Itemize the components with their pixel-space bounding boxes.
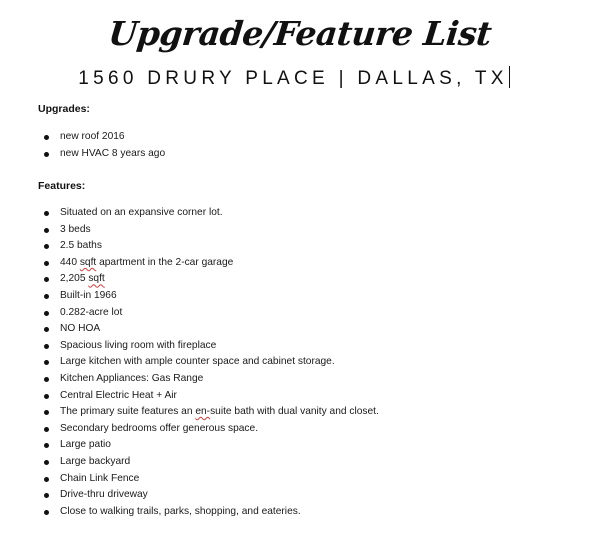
bullet-icon <box>44 410 49 415</box>
spellcheck-underline: en- <box>195 406 211 418</box>
bullet-icon <box>44 344 49 349</box>
list-item <box>0 354 379 371</box>
list-item <box>0 388 379 405</box>
list-item-text: Large patio <box>60 439 111 451</box>
list-item <box>0 222 379 239</box>
features-heading: Features: <box>38 180 86 192</box>
list-item-text: Spacious living room with fireplace <box>60 339 217 351</box>
list-item-text: Central Electric Heat + Air <box>60 389 177 401</box>
upgrades-list <box>0 129 165 162</box>
list-item <box>0 338 379 355</box>
bullet-icon <box>44 427 49 432</box>
bullet-icon <box>44 244 49 249</box>
list-item-text: 2,205 sqft <box>60 273 105 285</box>
list-item-text: 3 beds <box>60 223 91 235</box>
bullet-icon <box>44 261 49 266</box>
list-item-text: new roof 2016 <box>60 131 125 142</box>
list-item <box>0 321 379 338</box>
list-item <box>0 271 379 288</box>
list-item-text: Chain Link Fence <box>60 472 140 484</box>
bullet-icon <box>44 377 49 382</box>
list-item-text: Large backyard <box>60 455 131 467</box>
address-line[interactable] <box>0 66 588 90</box>
list-item-text: Kitchen Appliances: Gas Range <box>60 372 204 384</box>
spellcheck-underline: sqft <box>79 256 97 268</box>
bullet-icon <box>44 477 49 482</box>
list-item <box>0 421 379 438</box>
list-item <box>0 371 379 388</box>
list-item <box>0 504 379 521</box>
bullet-icon <box>44 152 49 157</box>
list-item-text: The primary suite features an en-suite bath with dual vanity and closet. <box>60 406 379 418</box>
bullet-icon <box>44 360 49 365</box>
list-item-text: 2.5 baths <box>60 240 102 252</box>
list-item <box>0 238 379 255</box>
list-item <box>0 305 379 322</box>
list-item-text: Built-in 1966 <box>60 289 117 301</box>
page-title: Upgrade/Feature List <box>106 14 494 53</box>
list-item <box>0 404 379 421</box>
list-item <box>0 288 379 305</box>
list-item <box>0 487 379 504</box>
list-item <box>0 205 379 222</box>
text-cursor <box>509 66 510 88</box>
bullet-icon <box>44 211 49 216</box>
features-list <box>0 205 379 520</box>
bullet-icon <box>44 510 49 515</box>
spellcheck-underline: sqft <box>88 273 105 285</box>
list-item-text: Drive-thru driveway <box>60 489 148 501</box>
list-item <box>0 471 379 488</box>
list-item <box>0 454 379 471</box>
address-text: 1560 DRURY PLACE | DALLAS, TX <box>78 68 508 89</box>
list-item-text: 0.282-acre lot <box>60 306 123 318</box>
bullet-icon <box>44 277 49 282</box>
list-item <box>0 255 379 272</box>
bullet-icon <box>44 228 49 233</box>
bullet-icon <box>44 460 49 465</box>
list-item <box>0 146 165 163</box>
list-item-text: 440 sqft apartment in the 2-car garage <box>60 256 234 268</box>
list-item <box>0 129 165 146</box>
list-item-text: Situated on an expansive corner lot. <box>60 207 223 218</box>
list-item-text: Secondary bedrooms offer generous space. <box>60 422 259 434</box>
list-item <box>0 437 379 454</box>
list-item-text: Close to walking trails, parks, shopping, and eateries. <box>60 505 301 517</box>
list-item-text: NO HOA <box>60 323 101 335</box>
list-item-text: Large kitchen with ample counter space and cabinet storage. <box>60 356 335 368</box>
bullet-icon <box>44 294 49 299</box>
upgrades-heading: Upgrades: <box>38 103 90 115</box>
bullet-icon <box>44 493 49 498</box>
bullet-icon <box>44 311 49 316</box>
bullet-icon <box>44 135 49 140</box>
bullet-icon <box>44 327 49 332</box>
list-item-text: new HVAC 8 years ago <box>60 147 166 159</box>
bullet-icon <box>44 394 49 399</box>
bullet-icon <box>44 443 49 448</box>
